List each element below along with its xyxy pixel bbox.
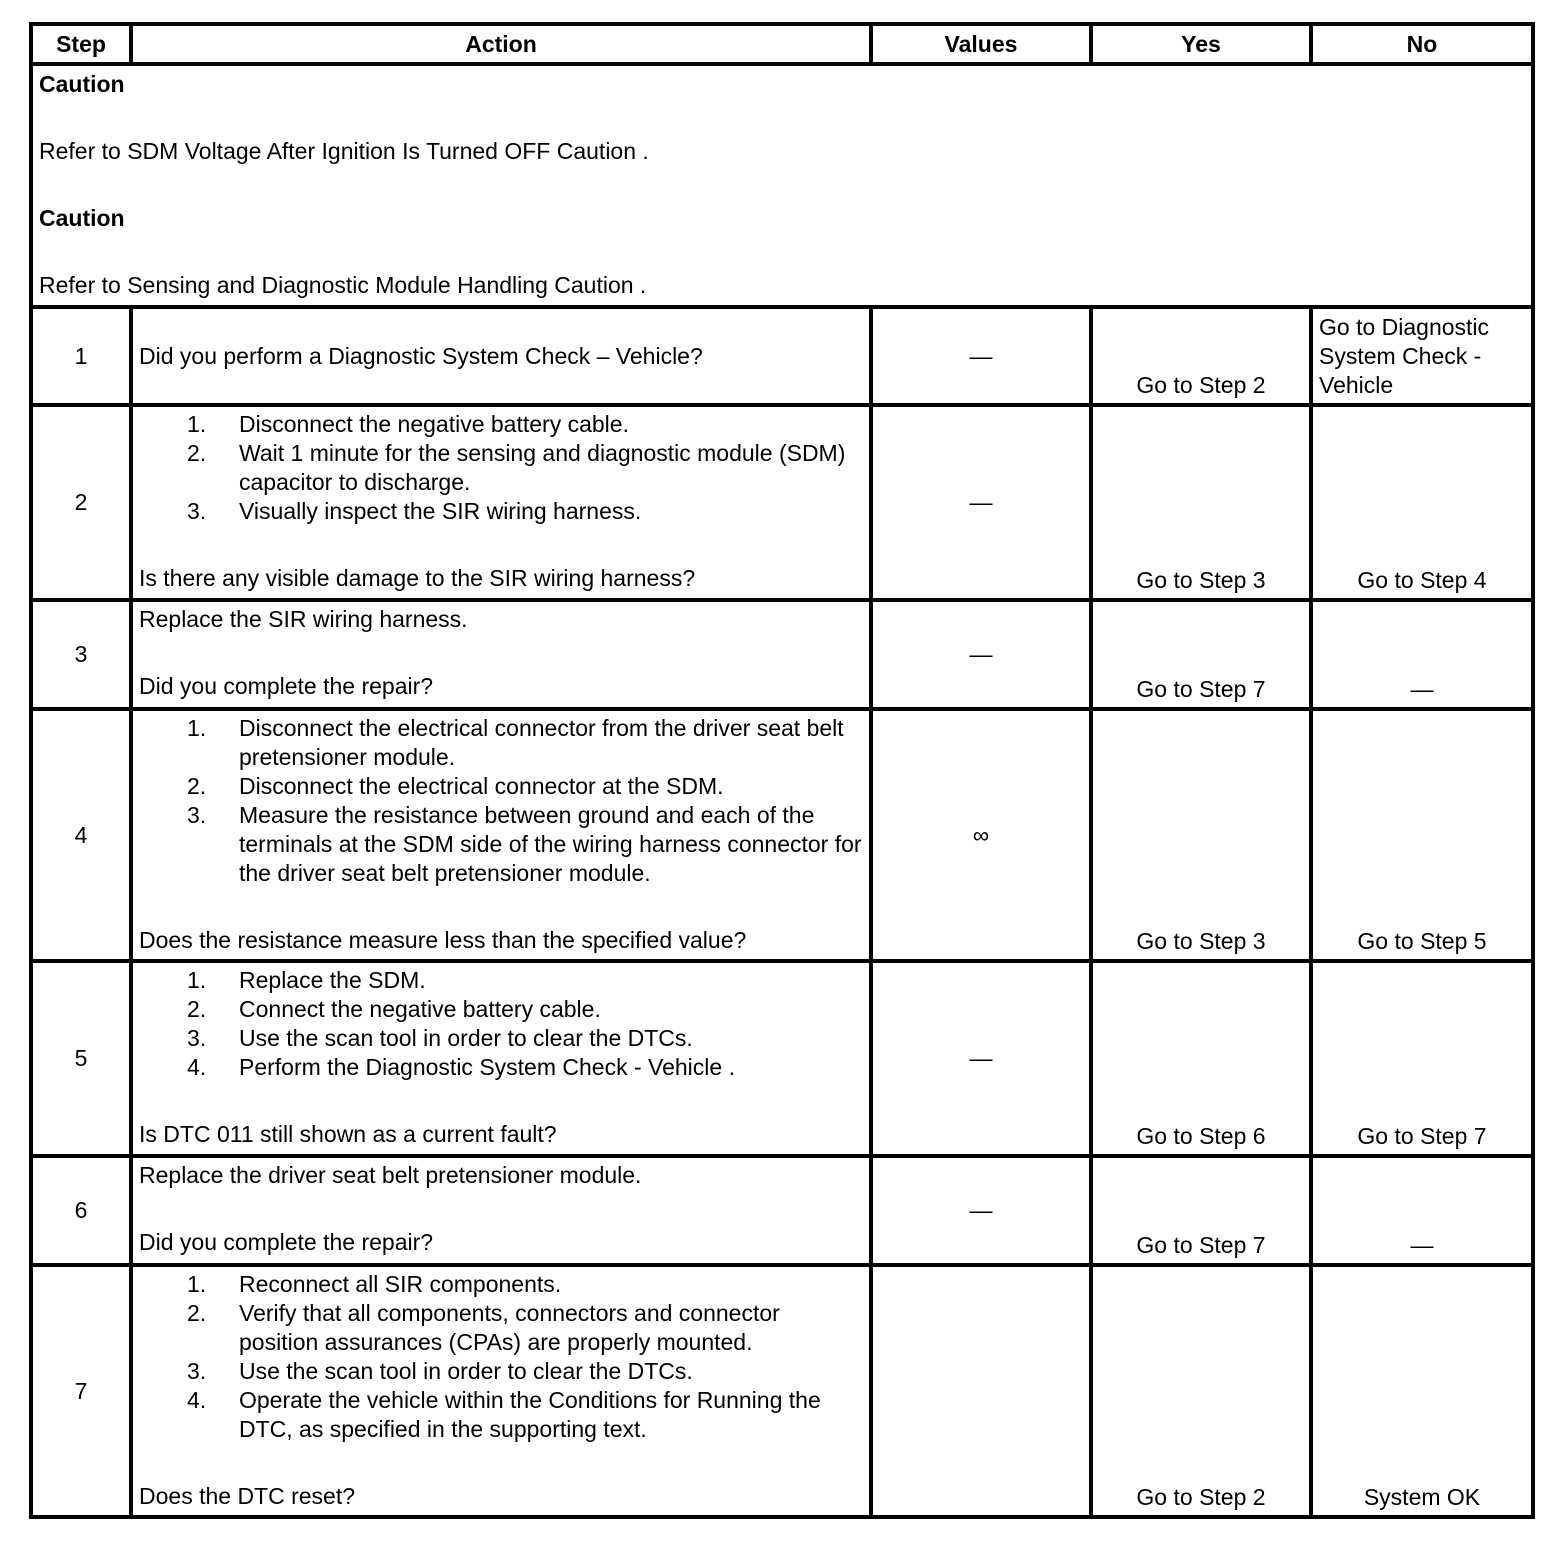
action-question: Is DTC 011 still shown as a current fault? — [139, 1121, 557, 1147]
no-cell: System OK — [1311, 1265, 1533, 1517]
action-step: 2. Connect the negative battery cable. — [187, 996, 601, 1022]
value-cell: — — [871, 1156, 1091, 1265]
caution-cell — [31, 64, 1533, 307]
value-cell: — — [871, 307, 1091, 405]
yes-cell: Go to Step 3 — [1091, 405, 1311, 600]
action-intro: Replace the SIR wiring harness. — [139, 606, 468, 632]
caution-title: Caution — [39, 205, 125, 231]
action-cell — [131, 709, 871, 961]
action-step: 3. Visually inspect the SIR wiring harness. — [187, 498, 642, 524]
header-yes: Yes — [1091, 24, 1311, 64]
step-number: 4 — [31, 709, 131, 961]
no-cell: Go to Step 5 — [1311, 709, 1533, 961]
action-cell — [131, 1265, 871, 1517]
yes-cell: Go to Step 7 — [1091, 1156, 1311, 1265]
yes-cell: Go to Step 3 — [1091, 709, 1311, 961]
action-cell — [131, 1156, 871, 1265]
yes-cell: Go to Step 2 — [1091, 1265, 1311, 1517]
action-step: 3. Use the scan tool in order to clear the DTCs. — [187, 1025, 693, 1051]
action-cell — [131, 961, 871, 1156]
yes-cell: Go to Step 6 — [1091, 961, 1311, 1156]
diagnostic-table — [29, 22, 1535, 1519]
action-step: 1. Disconnect the negative battery cable. — [187, 411, 629, 437]
action-step: 2. Disconnect the electrical connector at the SDM. — [187, 773, 724, 799]
table-row — [31, 307, 1533, 405]
action-question: Does the DTC reset? — [139, 1483, 356, 1509]
action-cell — [131, 600, 871, 709]
caution-text: Refer to SDM Voltage After Ignition Is Turned OFF Caution . — [39, 138, 649, 164]
header-values: Values — [871, 24, 1091, 64]
action-question: Is there any visible damage to the SIR wiring harness? — [139, 565, 696, 591]
step-number: 1 — [31, 307, 131, 405]
action-step: 1. Reconnect all SIR components. — [187, 1271, 562, 1297]
action-steps — [139, 410, 863, 526]
step-number: 7 — [31, 1265, 131, 1517]
action-step: 2. Wait 1 minute for the sensing and diagnostic module (SDM) capacitor to discharge. — [187, 440, 846, 495]
action-steps — [139, 1270, 863, 1444]
value-cell: — — [871, 405, 1091, 600]
action-step: 3. Use the scan tool in order to clear the DTCs. — [187, 1358, 693, 1384]
table-row — [31, 405, 1533, 600]
action-step: 1. Disconnect the electrical connector from the driver seat belt pretensioner module. — [187, 715, 844, 770]
action-steps — [139, 714, 863, 888]
value-cell: — — [871, 961, 1091, 1156]
step-number: 2 — [31, 405, 131, 600]
action-question: Did you complete the repair? — [139, 673, 434, 699]
action-step: 3. Measure the resistance between ground and each of the terminals at the SDM side of the wiring harness connector for the driver seat belt pretensioner module. — [187, 802, 862, 886]
caution-title: Caution — [39, 71, 125, 97]
action-question: Did you complete the repair? — [139, 1229, 434, 1255]
action-question: Does the resistance measure less than the specified value? — [139, 927, 747, 953]
step-number: 3 — [31, 600, 131, 709]
table-row — [31, 961, 1533, 1156]
action-steps — [139, 966, 863, 1082]
no-cell: Go to Step 7 — [1311, 961, 1533, 1156]
no-cell: — — [1311, 1156, 1533, 1265]
header-row — [31, 24, 1533, 64]
action-step: 4. Perform the Diagnostic System Check - Vehicle . — [187, 1054, 735, 1080]
step-number: 5 — [31, 961, 131, 1156]
no-cell: Go to Step 4 — [1311, 405, 1533, 600]
table-row — [31, 1265, 1533, 1517]
step-number: 6 — [31, 1156, 131, 1265]
no-cell: — — [1311, 600, 1533, 709]
table-row — [31, 600, 1533, 709]
action-cell — [131, 405, 871, 600]
action-step: 2. Verify that all components, connectors and connector position assurances (CPAs) are properly mounted. — [187, 1300, 780, 1355]
action-intro: Replace the driver seat belt pretensioner module. — [139, 1162, 642, 1188]
header-no: No — [1311, 24, 1533, 64]
caution-text: Refer to Sensing and Diagnostic Module Handling Caution . — [39, 272, 647, 298]
value-cell: ∞ — [871, 709, 1091, 961]
value-cell: — — [871, 600, 1091, 709]
value-cell — [871, 1265, 1091, 1517]
action-question: Did you perform a Diagnostic System Check – Vehicle? — [139, 342, 703, 369]
no-cell: Go to Diagnostic System Check - Vehicle — [1311, 307, 1533, 405]
action-step: 4. Operate the vehicle within the Conditions for Running the DTC, as specified in the supporting text. — [187, 1387, 821, 1442]
yes-cell: Go to Step 2 — [1091, 307, 1311, 405]
action-cell — [131, 307, 871, 405]
caution-row — [31, 64, 1533, 307]
table-row — [31, 709, 1533, 961]
header-step: Step — [31, 24, 131, 64]
header-action: Action — [131, 24, 871, 64]
table-row — [31, 1156, 1533, 1265]
action-step: 1. Replace the SDM. — [187, 967, 426, 993]
yes-cell: Go to Step 7 — [1091, 600, 1311, 709]
